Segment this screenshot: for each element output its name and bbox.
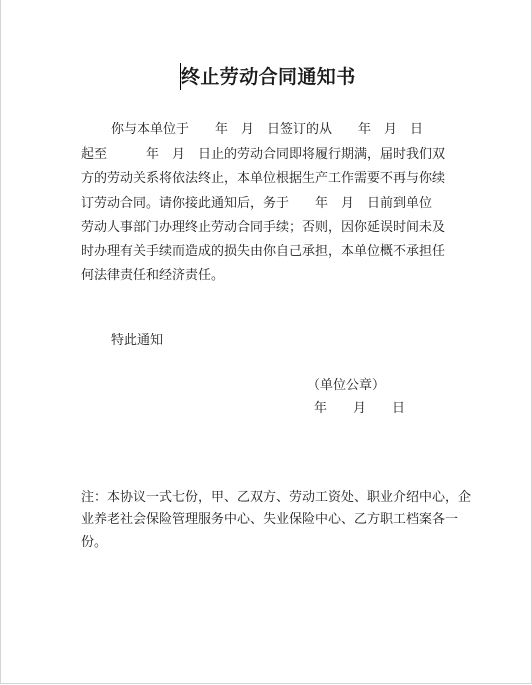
seal-label: （单位公章）	[307, 378, 386, 393]
body-line: 订劳动合同。请你接此通知后，务于 年 月 日前到单位	[81, 196, 433, 211]
body-line: 起至 年 月 日止的劳动合同即将履行期满，届时我们双	[81, 147, 446, 162]
document-title: 终止劳动合同通知书	[181, 66, 356, 88]
body-line: 你与本单位于 年 月 日签订的从 年 月 日	[111, 122, 424, 137]
note-line: 业养老社会保险管理服务中心、失业保险中心、乙方职工档案各一	[81, 512, 459, 527]
note-line: 注：本协议一式七份，甲、乙双方、劳动工资处、职业介绍中心，企	[81, 490, 472, 505]
body-line: 时办理有关手续而造成的损失由你自己承担，本单位概不承担任	[81, 244, 446, 259]
body-line: 劳动人事部门办理终止劳动合同手续；否则，因你延误时间未及	[81, 220, 446, 235]
signature-date: 年 月 日	[314, 401, 406, 416]
note-line: 份。	[81, 535, 108, 550]
body-line: 何法律责任和经济责任。	[81, 268, 225, 283]
closing-text: 特此通知	[111, 333, 164, 348]
body-line: 方的劳动关系将依法终止，本单位根据生产工作需要不再与你续	[81, 171, 446, 186]
